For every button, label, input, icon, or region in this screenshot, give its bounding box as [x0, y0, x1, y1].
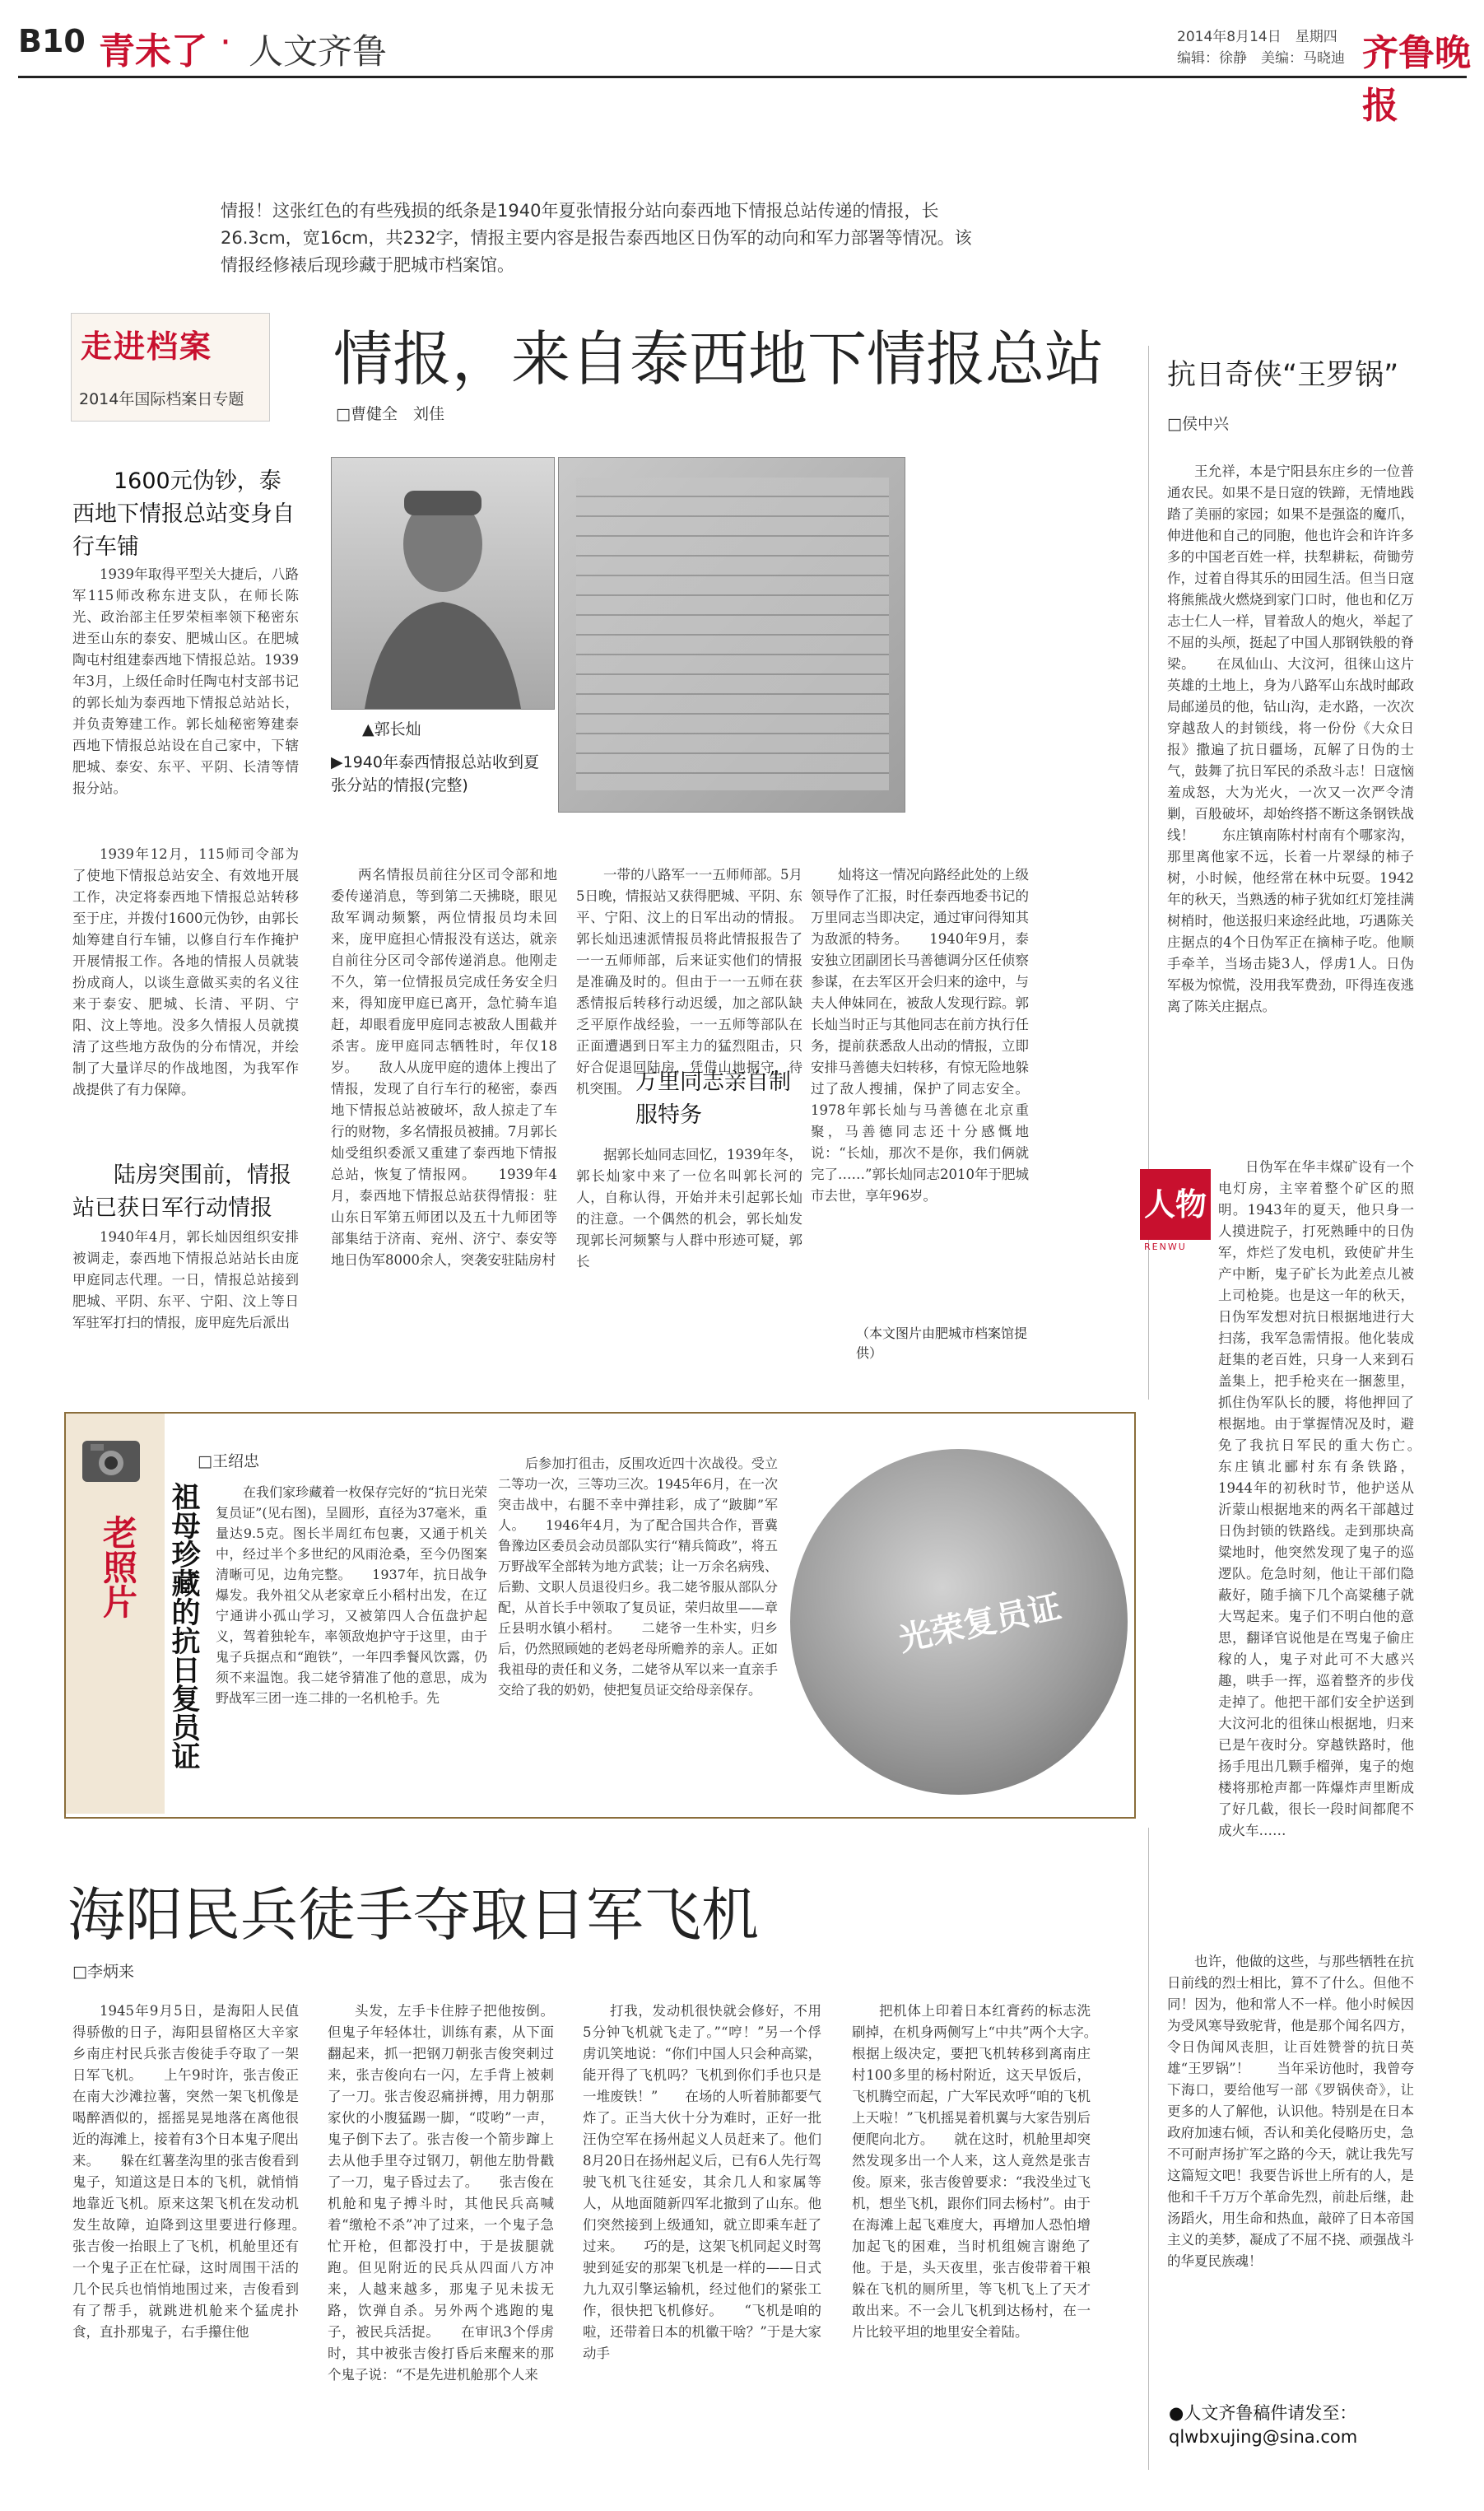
lead-col1-para2: 1939年12月，115师司令部为了使地下情报总站安全、有效地开展工作，决定将泰西地下情报总站转移至于庄，并拨付1600元伪钞，由郭长灿筹建自行车铺，以修自行车作掩护开展情报工作。各地的情报人员就装扮成商人，以谈生意做买卖的名义往来于泰安、肥城、长清、平阴、宁阳、汶上等地。没多久情报人员就摸清了这些地方敌伪的分布情况，并绘制了大量详尽的作战地图，为我军作战提供了有力保障。 — [72, 846, 299, 1097]
right-para1: 王允祥，本是宁阳县东庄乡的一位普通农民。如果不是日寇的铁蹄，无情地践踏了美丽的家园；如果不是强盗的魔爪，伸进他和自己的同胞，他也许会和许许多多的中国老百姓一样，扶犁耕耘，荷锄劳作，过着自得其乐的田园生活。但当日寇将熊熊战火燃烧到家门口时，他也和亿万志士仁人一样，冒着敌人的炮火，举起了不屈的头颅，挺起了中国人那钢铁般的脊梁。 在凤仙山、大汶河，徂徕山这片英雄的土地上，身为八路军山东战时邮政局邮递员的他，钻山沟，走水路，一次次穿越敌人的封锁线，将一份份《大众日报》撒遍了抗日疆场，瓦解了日伪的士气，鼓舞了抗日军民的杀敌斗志！日寇恼羞成怒，大为光火，一次又一次严令清剿，百般破坏，却始终搭不断这条钢铁战线！ 东庄镇南陈村村南有个哪家沟，那里离他家不远，长着一片翠绿的柿子树，小时候，他经常在林中玩耍。1942年的秋天，当熟透的柿子犹如红灯笼挂满树梢时，他送报归来途经此地，巧遇陈关庄据点的4个日伪军正在摘柿子吃。他顺手牵羊，当场击毙3人，俘虏1人。日伪军极为惊慌，没用我军费劲，吓得连夜逃离了陈关庄据点。 — [1167, 464, 1414, 1014]
page-number: B10 — [18, 23, 86, 59]
portrait-silhouette-icon — [332, 458, 554, 709]
right-byline: □侯中兴 — [1167, 415, 1229, 433]
right-para2: 日伪军在华丰煤矿设有一个电灯房，主宰着整个矿区的照明。1943年的夏天，他只身一人摸进院子，打死熟睡中的日伪军，炸烂了发电机，致使矿井生产中断，鬼子矿长为此差点儿被上司枪毙。也是这一年的秋天，日伪军发想对抗日根据地进行大扫荡，我军急需情报。他化装成赶集的老百姓，只身一人来到石盖集上，把手枪夹在一捆葱里，抓住伪军队长的腰，将他押回了根据地。由于掌握情况及时，避免了我抗日军民的重大伤亡。 东庄镇北郦村东有条铁路，1944年的初秋时节，他护送从沂蒙山根据地来的两名干部越过日伪封锁的铁路线。走到那块高粱地时，他突然发现了鬼子的巡逻队。危急时刻，他让干部们隐蔽好，随手摘下几个高粱穗子就大骂起来。鬼子们不明白他的意思，翻译官说他是在骂鬼子偷庄稼的人，鬼子对此可不大感兴趣，哄手一挥，巡着整齐的步伐走掉了。他把干部们安全护送到大汶河北的徂徕山根据地，归来已是午夜时分。穿越铁路时，他扬手甩出几颗手榴弹，鬼子的炮楼将那枪声都一阵爆炸声里断成了好几截，很长一段时间都爬不成火车…… — [1218, 1159, 1441, 1838]
box-headline: 祖母珍藏的抗日复员证 — [167, 1482, 200, 1770]
submission-notice: ●人文齐鲁稿件请发至： — [1169, 2403, 1357, 2423]
second-col4: 把机体上印着日本红膏药的标志洗刷掉，在机身两侧写上“中共”两个大字。 根据上级决定，要把飞机转移到离南庄村100多里的杨村附近，这天早饭后，飞机腾空而起，广大军民欢呼“咱的飞机上天啦！”飞机摇晃着机翼与大家告别后便爬向北方。 就在这时，机舱里却突然发现多出一个人来，这人竟然是张吉俊。原来，张吉俊曾要求：“我没坐过飞机，想坐飞机，跟你们同去杨村”。由于在海滩上起飞难度大，再增加人恐怕增加起飞的困难，当时机组婉言谢绝了他。于是，头天夜里，张吉俊带着干粮躲在飞机的厕所里，等飞机飞上了天才敢出来。不一会儿飞机到达杨村，在一片比较平坦的地里安全着陆。 — [852, 2003, 1118, 2340]
badge-title: 走进档案 — [81, 328, 213, 365]
people-tag-en: RENWU — [1144, 1242, 1187, 1252]
box-para1: 在我们家珍藏着一枚保存完好的“抗日光荣复员证”(见右图)，呈圆形，直径为37毫米，重量达9.5克。图长半周红布包裹，又通于机关中，经过半个多世纪的风雨沧桑，至今仍图案清晰可见，边角完整。 1937年，抗日战争爆发。我外祖父从老家章丘小稻村出发，在辽宁通讲小孤山学习，又被第四人合伍盘护起义，驾着独轮车，率领敌炮护守于这里，由于鬼子兵据点和“跑铁”，一年四季餐风饮露，仍须不来温饱。我二姥爷猜准了他的意思，成为野战军三团一连二排的一名机枪手。先 — [216, 1484, 487, 1706]
newspaper-logo: 齐鲁晚报 — [1362, 32, 1471, 127]
section-dot: · — [220, 21, 231, 63]
old-photo-label: 老照片 — [98, 1515, 138, 1619]
issue-date: 2014年8月14日 星期四 — [1177, 29, 1337, 45]
intro-caption: 情报！这张红色的有些残损的纸条是1940年夏张情报分站向泰西地下情报总站传递的情报，长26.3cm，宽16cm，共232字，情报主要内容是报告泰西地区日伪军的动向和军力部署等情况。该情报经修裱后现珍藏于肥城市档案馆。 — [221, 201, 972, 275]
editor-credits: 编辑：徐静 美编：马晓迪 — [1177, 50, 1345, 67]
lead-subhead-1: 1600元伪钞，泰西地下情报总站变身自行车铺 — [72, 468, 295, 560]
lead-col1-para1: 1939年取得平型关大捷后，八路军115师改称东进支队，在师长陈光、政治部主任罗荣桓率领下秘密东进至山东的泰安、肥城山区。在肥城陶屯村组建泰西地下情报总站。1939年3月，上级任命时任陶屯村支部书记的郭长灿为泰西地下情报总站站长，并负责筹建工作。郭长灿秘密筹建泰西地下情报总站设在自己家中，下辖肥城、泰安、东平、平阴、长清等情报分站。 — [72, 566, 299, 796]
lead-subhead-2: 陆房突围前，情报站已获日军行动情报 — [72, 1162, 291, 1221]
second-col1: 1945年9月5日，是海阳人民值得骄傲的日子，海阳县留格区大辛家乡南庄村民兵张吉俊徒手夺取了一架日军飞机。 上午9时许，张吉俊正在南大沙滩拉薯，突然一架飞机像是喝醉酒似的，摇摇晃晃地落在离他很近的海滩上，接着有3个日本鬼子爬出来。 躲在红薯垄沟里的张吉俊看到鬼子，知道这是日本的飞机，就悄悄地靠近飞机。原来这架飞机在发动机发生故障，迫降到这里要进行修理。 张吉俊一抬眼上了飞机，机舱里还有一个鬼子正在忙碌，这时周围干活的几个民兵也悄悄地围过来，吉俊看到有了帮手，就跳进机舱来个猛虎扑食，直扑那鬼子，右手攥住他 — [72, 2003, 326, 2340]
camera-icon — [82, 1441, 140, 1482]
second-byline: □李炳来 — [72, 1963, 134, 1981]
portrait-caption: ▲郭长灿 — [362, 720, 421, 738]
lead-col2: 两名情报员前往分区司令部和地委传递消息，等到第二天拂晓，眼见敌军调动频繁，两位情报员均未回来，庞甲庭担心情报没有送达，就亲自前往分区司令部传递消息。他刚走不久，第一位情报员完成任务安全归来，得知庞甲庭已离开，急忙骑车追赶，却眼看庞甲庭同志被敌人围截并杀害。庞甲庭同志牺牲时，年仅18岁。 敌人从庞甲庭的遗体上搜出了情报，发现了自行车行的秘密，泰西地下情报总站被破坏，敌人掠走了车行的财物，多名情报员被捕。7月郭长灿受组织委派又重建了泰西地下情报总站，恢复了情报网。 1939年4月，泰西地下情报总站获得情报：驻山东日军第五师团以及五十九师团等部集结于济南、兖州、济宁、泰安等地日伪军8000余人，突袭安驻陆房村 — [331, 867, 557, 1268]
lead-byline: □曹健全 刘佳 — [336, 405, 444, 423]
lead-col3b: 据郭长灿同志回忆，1939年冬，郭长灿家中来了一位名叫郭长河的人，自称认得，开始并未引起郭长灿的注意。一个偶然的机会，郭长灿发现郭长河频繁与人群中形迹可疑，郭长 — [576, 1147, 802, 1269]
section-subtitle: 人文齐鲁 — [249, 31, 388, 72]
lead-col3: 一带的八路军一一五师师部。5月5日晚，情报站又获得肥城、平阴、东平、宁阳、汶上的日军出动的情报。郭长灿迅速派情报员将此情报报告了一一五师师部，后来证实他们的情报是准确及时的。但由于一一五师在获悉情报后转移行动迟缓，加之部队缺乏平原作战经验，一一五师等部队在正面遭遇到日军主力的猛烈阻击，只好合促退回陆房，凭借山地据守，待机突围。 — [576, 867, 802, 1097]
box-byline: □王绍忠 — [198, 1452, 259, 1470]
column-divider-lower — [1148, 1828, 1149, 2470]
document-photo-caption: ▶1940年泰西情报总站收到夏张分站的情报(完整) — [331, 753, 539, 794]
people-tag: 人物 — [1140, 1169, 1211, 1240]
header-rule — [18, 76, 1467, 78]
document-handwriting — [576, 478, 889, 790]
lead-subhead-3: 万里同志亲自制服特务 — [635, 1069, 791, 1128]
submission-email[interactable]: qlwbxujing@sina.com — [1169, 2427, 1358, 2447]
lead-col4: 灿将这一情况向路经此处的上级领导作了汇报，时任泰西地委书记的万里同志当即决定，通过审问得知其为敌派的特务。 1940年9月，泰安独立团副团长马善德调分区任侦察参谋，在去军区开会归来的途中，与夫人伸妹同在，被敌人发现行踪。郭长灿当时正与其他同志在前方执行任务，提前获悉敌人出动的情报，立即安排马善德夫妇转移，有惊无险地躲过了敌人搜捕，保护了同志安全。1978年郭长灿与马善德在北京重聚，马善德同志还十分感慨地说：“长灿，那次不是你，我们俩就完了……”郭长灿同志2010年于肥城市去世，享年96岁。 — [811, 867, 1029, 1204]
right-headline: 抗日奇侠“王罗锅” — [1167, 359, 1399, 392]
right-para3: 也许，他做的这些，与那些牺牲在抗日前线的烈士相比，算不了什么。但他不同！因为，他和常人不一样。他小时候因为受风寒导致驼背，他是那个闻名四方，令日伪闻风丧胆，让百姓赞誉的抗日英雄“王罗锅”！ 当年采访他时，我曾夸下海口，要给他写一部《罗锅侠奇》，让更多的人了解他，认识他。特别是在日本政府加速右倾，否认和美化侵略历史，急不可耐声扬扩军之路的今天，就让我先写这篇短文吧！我要告诉世上所有的人，是他和千千万万个革命先烈，前赴后继，赴汤蹈火，用生命和热血，敲碎了日本帝国主义的美梦，凝成了不屈不挠、顽强战斗的华夏民族魂！ — [1167, 1954, 1414, 2269]
lead-col1-para3: 1940年4月，郭长灿因组织安排被调走，泰西地下情报总站站长由庞甲庭同志代理。一日，情报总站接到肥城、平阴、东平、宁阳、汶上等日军驻军打扫的情报，庞甲庭先后派出 — [72, 1229, 299, 1330]
portrait-photo — [331, 457, 555, 710]
lead-headline: 情报，来自泰西地下情报总站 — [333, 324, 1105, 394]
second-col3: 打我，发动机很快就会修好，不用5分钟飞机就飞走了。”“哼！”另一个俘虏讥笑地说：“你们中国人只会种高粱，能开得了飞机吗？飞机到你们手也只是一堆废铁！” 在场的人听着肺都要气炸了。正当大伙十分为难时，正好一批汪伪空军在扬州起义人员赶来了。他们8月20日在扬州起义后，已有6人先行驾驶飞机飞往延安，其余几人和家属等人，从地面随新四军北撤到了山东。他们突然接到上级通知，就立即乘车赶了过来。 巧的是，这架飞机同起义时驾驶到延安的那架飞机是一样的——日式九九双引擎运输机，经过他们的紧张工作，很快把飞机修好。 “飞机是咱的啦，还带着日本的机徽干啥？”于是大家动手 — [583, 2003, 821, 2361]
second-headline: 海阳民兵徒手夺取日军飞机 — [67, 1881, 759, 1949]
badge-subtitle: 2014年国际档案日专题 — [79, 390, 244, 408]
second-col2: 头发，左手卡住脖子把他按倒。但鬼子年轻体壮，训练有素，从下面翻起来，抓一把钢刀朝张吉俊突刺过来，张吉俊向右一闪，左手背上被刺了一刀。张吉俊忍痛拼搏，用力朝那家伙的小腹猛踢一脚，“哎哟”一声，鬼子倒下去了。张吉俊一个箭步蹿上去从他手里夺过钢刀，朝他左肋骨戳了一刀，鬼子昏过去了。 张吉俊在机舱和鬼子搏斗时，其他民兵高喊着“缴枪不杀”冲了过来，一个鬼子急忙开枪，但都没打中，于是拔腿就跑。但见附近的民兵从四面八方冲来，人越来越多，那鬼子见未拔无路，饮弹自杀。另外两个逃跑的鬼子，被民兵活捉。 在审讯3个俘虏时，其中被张吉俊打昏后来醒来的那个鬼子说：“不是先进机舱那个人来 — [328, 2003, 554, 2383]
box-para2: 后参加打徂击，反围攻近四十次战役。受立二等功一次，三等功三次。1945年6月，在一次突击战中，右腿不幸中弹挂彩，成了“跛脚”军人。 1946年4月，为了配合国共合作，晋冀鲁豫边区委员会动员部队实行“精兵简政”，将五万野战军全部转为地方武装；让一万余名病残、后勤、文职人员退役归乡。我二姥爷服从部队分配，从首长手中领取了复员证，荣归故里——章丘县明水镇小稻村。 二姥爷一生朴实，归乡后，仍然照顾她的老妈老母所赡养的亲人。正如我祖母的责任和义务，二姥爷从军以来一直亲手交给了我的奶奶，使把复员证交给母亲保存。 — [498, 1456, 778, 1698]
medal-inscription: 光荣复员证 — [896, 1587, 1065, 1660]
section-title: 青未了 — [99, 30, 207, 72]
photo-credit: （本文图片由肥城市档案馆提供） — [856, 1325, 1028, 1361]
